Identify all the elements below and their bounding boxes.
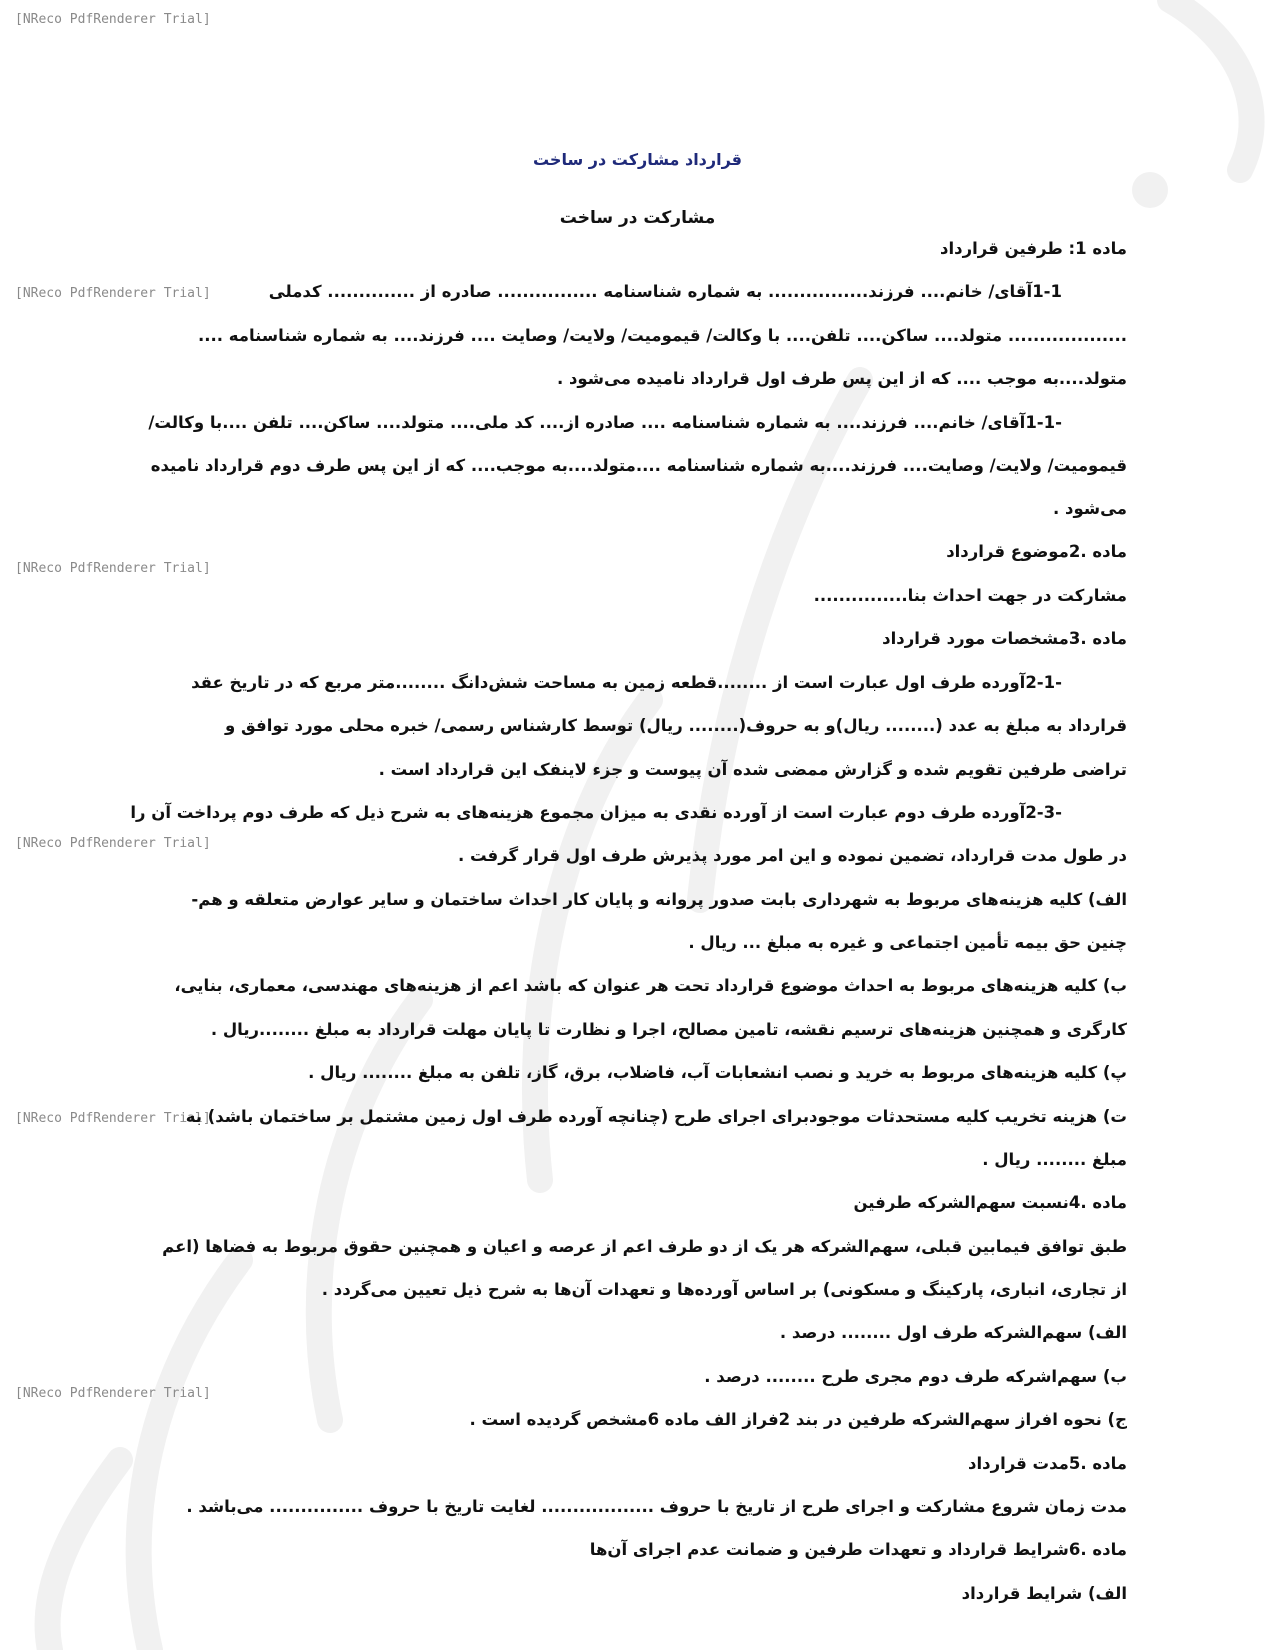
paragraph-line: کارگری و همچنین هزینه‌های ترسیم نقشه، تامین مصالح، اجرا و نظارت تا پایان مهلت قرارداد به مبلغ ........ریال . (210, 1020, 1127, 1039)
article-1-heading: ماده 1: طرفین قرارداد (940, 239, 1127, 258)
paragraph-line: ت) هزینه تخریب کلیه مستحدثات موجودبرای اجرای طرح (چنانچه آورده طرف اول زمین مشتمل بر ساختمان باشد) به (185, 1107, 1127, 1126)
paragraph-line: چنین حق بیمه تأمین اجتماعی و غیره به مبلغ ... ریال . (688, 933, 1127, 952)
trial-watermark: [NReco PdfRenderer Trial] (15, 561, 211, 576)
document-subtitle: مشارکت در ساخت (559, 208, 716, 228)
paragraph-line: -1-1آقای/ خانم.... فرزند.... به شماره شناسنامه .... صادره از.... کد ملی.... متولد.... ساکن.... تلفن ....با وکالت/ (148, 413, 1062, 432)
trial-watermark: [NReco PdfRenderer Trial] (15, 836, 211, 851)
paragraph-line: متولد....به موجب .... که از این پس طرف اول قرارداد نامیده می‌شود . (556, 369, 1127, 388)
article-6-heading: ماده .6شرایط قرارداد و تعهدات طرفین و ضمانت عدم اجرای آن‌ها (589, 1540, 1127, 1559)
paragraph-line: می‌شود . (1053, 499, 1127, 518)
paragraph-line: الف) کلیه هزینه‌های مربوط به شهرداری بابت صدور پروانه و پایان کار احداث ساختمان و سایر عوارض متعلقه و هم- (191, 890, 1127, 909)
trial-watermark: [NReco PdfRenderer Trial] (15, 286, 211, 301)
paragraph-line: مشارکت در جهت احداث بنا............... (813, 586, 1127, 605)
paragraph-line: طبق توافق فیمابین قبلی، سهم‌الشرکه هر یک از دو طرف اعم از عرصه و اعیان و همچنین حقوق مربوط به فضاها (اعم (162, 1237, 1127, 1256)
paragraph-line: پ) کلیه هزینه‌های مربوط به خرید و نصب انشعابات آب، فاضلاب، برق، گاز، تلفن به مبلغ ........ ریال . (308, 1063, 1127, 1082)
article-5-heading: ماده .5مدت قرارداد (967, 1454, 1127, 1473)
article-3-heading: ماده .3مشخصات مورد قرارداد (882, 629, 1127, 648)
paragraph-line: -2-1آورده طرف اول عبارت است از ........قطعه زمین به مساحت شش‌دانگ ........متر مربع که در تاریخ عقد (191, 673, 1062, 692)
paragraph-line: از تجاری، انباری، پارکینگ و مسکونی) بر اساس آورده‌ها و تعهدات آن‌ها به شرح ذیل تعیین می‌گردد . (321, 1280, 1127, 1299)
document-title: قرارداد مشارکت در ساخت (532, 150, 743, 169)
paragraph-line: قرارداد به مبلغ به عدد (........ ریال)و به حروف(........ ریال) توسط کارشناس رسمی/ خبره محلی مورد توافق و (225, 716, 1127, 735)
paragraph-line: قیمومیت/ ولایت/ وصایت.... فرزند....به شماره شناسنامه ....متولد....به موجب.... که از این پس طرف دوم قرارداد نامیده (150, 456, 1127, 475)
trial-watermark: [NReco PdfRenderer Trial] (15, 12, 211, 27)
paragraph-line: ب) سهم‌اشرکه طرف دوم مجری طرح ........ درصد . (704, 1367, 1127, 1386)
article-4-heading: ماده .4نسبت سهم‌الشرکه طرفین (853, 1193, 1127, 1212)
paragraph-line: در طول مدت قرارداد، تضمین نموده و این امر مورد پذیرش طرف اول قرار گرفت . (457, 846, 1127, 865)
paragraph-line: مدت زمان شروع مشارکت و اجرای طرح از تاریخ با حروف .................. لغایت تاریخ با حروف ............... می‌باشد . (186, 1497, 1127, 1516)
paragraph-line: الف) سهم‌الشرکه طرف اول ........ درصد . (779, 1323, 1127, 1342)
trial-watermark: [NReco PdfRenderer Trial] (15, 1111, 211, 1126)
paragraph-line: -2-3آورده طرف دوم عبارت است از آورده نقدی به میزان مجموع هزینه‌های به شرح ذیل که طرف دوم پرداخت آن را (130, 803, 1062, 822)
paragraph-line: مبلغ ........ ریال . (982, 1150, 1127, 1169)
article-2-heading: ماده .2موضوع قرارداد (946, 542, 1127, 561)
paragraph-line: ج) نحوه افراز سهم‌الشرکه طرفین در بند 2فراز الف ماده 6مشخص گردیده است . (469, 1410, 1127, 1429)
paragraph-line: ................... متولد.... ساکن.... تلفن.... با وکالت/ قیمومیت/ ولایت/ وصایت .... فرزند.... به شماره شناسنامه .... (197, 326, 1127, 345)
paragraph-line: 1-1آقای/ خانم.... فرزند................ به شماره شناسنامه ................ صادره از .............. کدملی (268, 282, 1062, 301)
trial-watermark: [NReco PdfRenderer Trial] (15, 1386, 211, 1401)
paragraph-line: تراضی طرفین تقویم شده و گزارش ممضی شده آن پیوست و جزء لاینفک این قرارداد است . (378, 760, 1127, 779)
paragraph-line: الف) شرایط قرارداد (961, 1584, 1127, 1603)
paragraph-line: ب) کلیه هزینه‌های مربوط به احداث موضوع قرارداد تحت هر عنوان که باشد اعم از هزینه‌های مهندسی، معماری، بنایی، (174, 976, 1127, 995)
